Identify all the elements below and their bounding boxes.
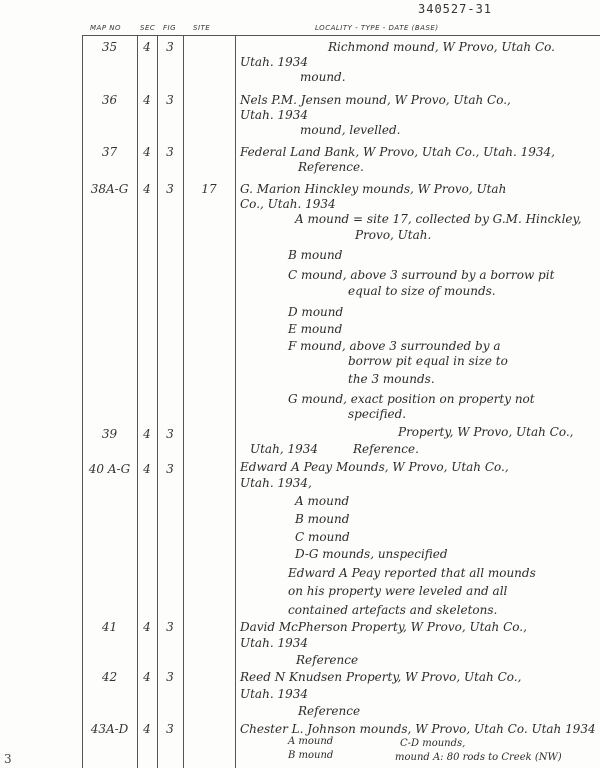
header-map-no: MAP NO [90,24,122,32]
locality-line: Reference [298,704,361,718]
map-no: 37 [101,145,118,159]
locality-line: Richmond mound, W Provo, Utah Co. [328,40,555,54]
locality-line: F mound, above 3 surrounded by a [288,339,501,353]
fig: 3 [166,427,174,441]
margin-mark: 3 [4,752,12,766]
header-locality: LOCALITY - TYPE - DATE (BASE) [315,24,439,32]
locality-line: Edward A Peay reported that all mounds [288,566,536,580]
locality-line: B mound [288,248,343,262]
locality-line: A mound = site 17, collected by G.M. Hinckley, [295,212,582,226]
map-no: 41 [101,620,118,634]
locality-line: Utah. 1934 [240,55,308,69]
sec: 4 [143,93,151,107]
map-no: 43A-D [90,722,129,736]
locality-line: David McPherson Property, W Provo, Utah Co., [240,620,527,634]
locality-line: Chester L. Johnson mounds, W Provo, Utah Co. Utah 1934 [240,722,596,736]
locality-line: Utah. 1934 [240,636,308,650]
locality-line: equal to size of mounds. [348,284,496,298]
site: 17 [201,182,217,196]
locality-line: Utah, 1934 [250,442,318,456]
locality-line: Property, W Provo, Utah Co., [398,425,574,439]
locality-line: contained artefacts and skeletons. [288,603,498,617]
locality-line: on his property were leveled and all [288,584,508,598]
map-no: 36 [101,93,118,107]
fig: 3 [166,145,174,159]
fig: 3 [166,620,174,634]
locality-line: specified. [348,407,407,421]
locality-line: Nels P.M. Jensen mound, W Provo, Utah Co., [240,93,511,107]
locality-line: Utah. 1934 [240,108,308,122]
map-no: 40 A-G [88,462,131,476]
locality-line: Provo, Utah. [355,228,432,242]
locality-line: Reference. [353,442,419,456]
page-id: 340527-31 [418,2,493,16]
header-fig: FIG [163,24,177,32]
locality-line: mound. [300,70,346,84]
locality-line: C-D mounds, [400,738,466,749]
map-no: 42 [101,670,118,684]
locality-line: Federal Land Bank, W Provo, Utah Co., Utah. 1934, [240,145,555,159]
sec: 4 [143,182,151,196]
fig: 3 [166,182,174,196]
locality-line: A mound [295,494,350,508]
locality-line: A mound [288,736,334,747]
header-rule [82,35,600,36]
locality-line: E mound [288,322,343,336]
fig: 3 [166,40,174,54]
sec: 4 [143,722,151,736]
header-site: SITE [193,24,211,32]
column-rule [235,36,236,768]
sec: 4 [143,670,151,684]
header-sec: SEC [140,24,156,32]
sec: 4 [143,462,151,476]
fig: 3 [166,462,174,476]
locality-line: Utah. 1934 [240,687,308,701]
locality-line: C mound, above 3 surround by a borrow pit [288,268,555,282]
fig: 3 [166,93,174,107]
locality-line: mound A: 80 rods to Creek (NW) [395,752,562,763]
map-no: 35 [101,40,118,54]
map-no: 39 [101,427,118,441]
column-rule [183,36,184,768]
locality-line: D-G mounds, unspecified [295,547,448,561]
locality-line: D mound [288,305,344,319]
sec: 4 [143,145,151,159]
sec: 4 [143,620,151,634]
sec: 4 [143,40,151,54]
fig: 3 [166,670,174,684]
locality-line: Co., Utah. 1934 [240,197,336,211]
locality-line: Reference. [298,160,364,174]
locality-line: Reed N Knudsen Property, W Provo, Utah Co., [240,670,522,684]
locality-line: B mound [295,512,350,526]
locality-line: G. Marion Hinckley mounds, W Provo, Utah [240,182,507,196]
locality-line: G mound, exact position on property not [288,392,535,406]
fig: 3 [166,722,174,736]
locality-line: mound, levelled. [300,123,401,137]
locality-line: C mound [295,530,350,544]
locality-line: borrow pit equal in size to [348,354,508,368]
locality-line: the 3 mounds. [348,372,435,386]
locality-line: Utah. 1934, [240,476,312,490]
sec: 4 [143,427,151,441]
map-no: 38A-G [90,182,129,196]
locality-line: B mound [288,750,334,761]
locality-line: Reference [296,653,359,667]
locality-line: Edward A Peay Mounds, W Provo, Utah Co., [240,460,509,474]
